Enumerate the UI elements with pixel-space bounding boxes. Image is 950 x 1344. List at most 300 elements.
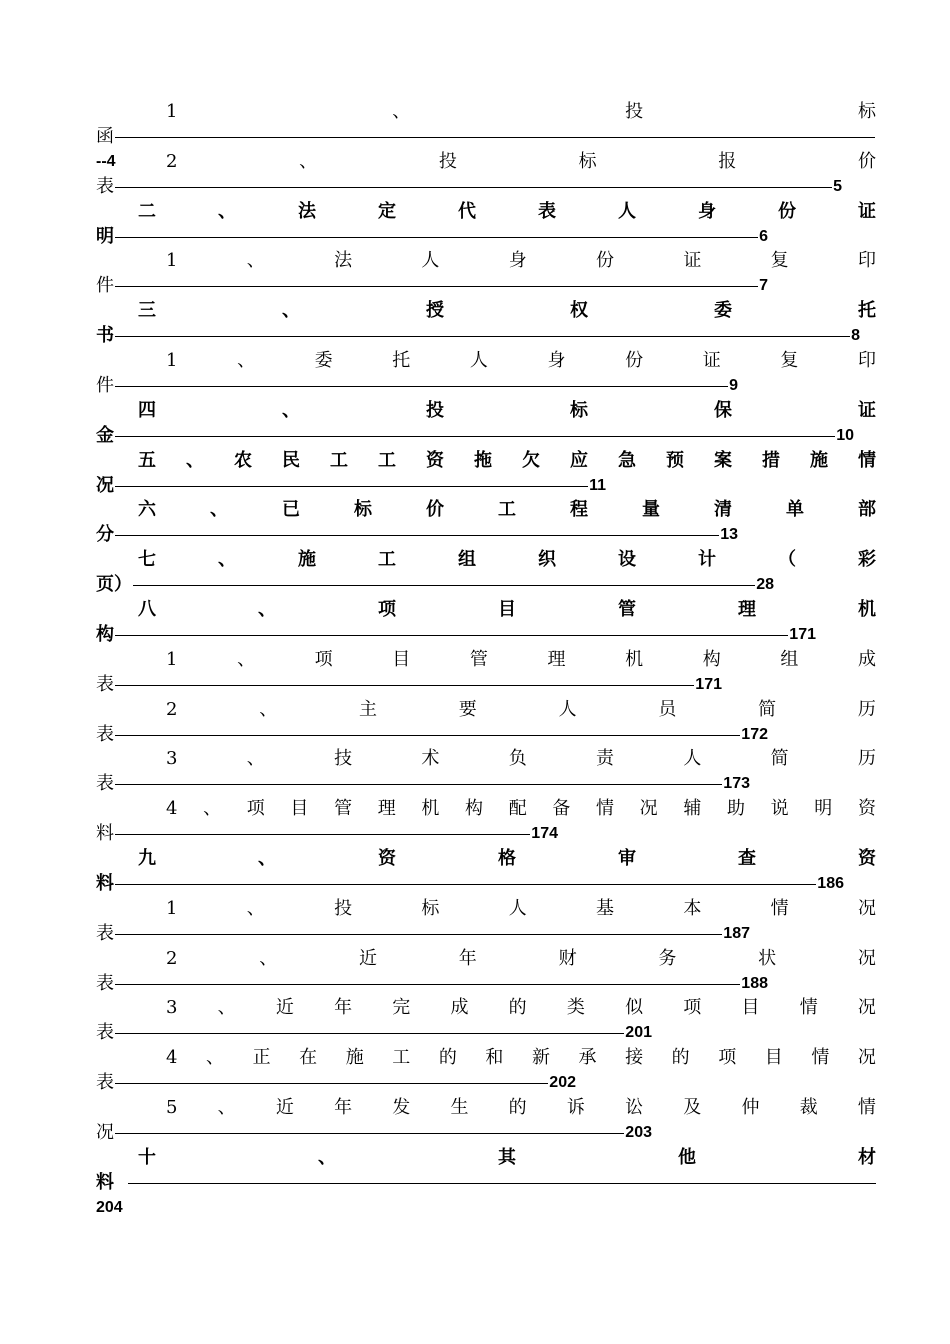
toc-entry-leader-line: [96, 1021, 876, 1045]
toc-entry-title: [96, 747, 876, 771]
toc-title-char: 1: [166, 101, 178, 122]
toc-title-char: 发: [392, 1097, 411, 1118]
toc-dot-leader: [115, 984, 740, 985]
toc-title-char: 、: [299, 151, 318, 172]
toc-title-char: 况: [857, 997, 876, 1018]
toc-title-char: 价: [426, 499, 444, 520]
toc-page-number: 188: [741, 975, 768, 992]
toc-title-char: 他: [678, 1147, 696, 1168]
toc-title-char: 、: [237, 350, 256, 371]
toc-title-char: 标: [578, 151, 597, 172]
toc-dot-leader: [115, 884, 816, 885]
toc-title-char: 法: [334, 250, 353, 271]
toc-title-char: 人: [618, 201, 636, 222]
toc-entry-leader-line: [96, 872, 876, 896]
toc-dot-leader: [115, 934, 722, 935]
toc-title-char: 成: [857, 649, 876, 670]
toc-page-number: 8: [851, 327, 860, 344]
toc-title-char: 程: [570, 499, 588, 520]
toc-title-tail: 表: [96, 724, 114, 745]
toc-dot-leader: [115, 336, 850, 337]
toc-title-char: 应: [570, 450, 588, 471]
toc-title-char: 人: [508, 898, 527, 919]
toc-title-char: 理: [738, 599, 756, 620]
toc-entry-title: [96, 1096, 876, 1120]
toc-entry-leader-line: [96, 474, 876, 498]
toc-entry-title: [96, 1046, 876, 1070]
toc-title-char: 设: [618, 549, 636, 570]
toc-dot-leader: [115, 635, 788, 636]
toc-title-char: 投: [334, 898, 353, 919]
toc-title-char: 民: [282, 450, 300, 471]
toc-dot-leader: [115, 486, 588, 487]
toc-title-char: 案: [714, 450, 732, 471]
toc-title-char: 的: [438, 1047, 457, 1068]
toc-title-char: 负: [508, 748, 527, 769]
toc-title-char: 八: [138, 599, 156, 620]
toc-title-char: 工: [378, 549, 396, 570]
toc-title-char: 身: [547, 350, 566, 371]
toc-dot-leader: [115, 137, 875, 138]
toc-title-char: 况: [857, 1047, 876, 1068]
toc-title-tail: 表: [96, 923, 114, 944]
toc-title-char: 七: [138, 549, 156, 570]
toc-title-char: 简: [758, 699, 777, 720]
toc-title-char: 、: [186, 450, 204, 471]
toc-title-char: 证: [702, 350, 721, 371]
toc-title-char: 查: [738, 848, 756, 869]
toc-title-char: 2: [166, 699, 178, 720]
toc-title-char: 组: [780, 649, 799, 670]
toc-title-char: 资: [426, 450, 444, 471]
toc-title-char: 管: [618, 599, 636, 620]
toc-title-char: 代: [458, 201, 476, 222]
toc-title-char: 正: [252, 1047, 271, 1068]
toc-title-char: 彩: [858, 549, 876, 570]
toc-title-char: 近: [275, 1097, 294, 1118]
toc-title-char: 、: [218, 549, 236, 570]
toc-title-char: 格: [498, 848, 516, 869]
toc-title-char: 年: [334, 1097, 353, 1118]
toc-title-char: 保: [714, 400, 732, 421]
toc-entry-title: [96, 249, 876, 273]
toc-title-char: 历: [857, 748, 876, 769]
toc-entry-title: [96, 598, 876, 622]
toc-title-char: 况: [639, 798, 658, 819]
toc-page-number: 202: [549, 1074, 576, 1091]
toc-entry-leader-line: [96, 623, 876, 647]
toc-title-char: 、: [237, 649, 256, 670]
toc-title-char: 十: [138, 1147, 156, 1168]
toc-page-number: 186: [817, 875, 844, 892]
toc-entry-leader-line: [96, 673, 876, 697]
toc-title-char: 、: [282, 400, 300, 421]
toc-dot-leader: [133, 585, 755, 586]
toc-title-char: 、: [246, 250, 265, 271]
toc-entry-leader-line: [96, 324, 876, 348]
toc-title-char: 要: [458, 699, 477, 720]
toc-title-char: 托: [392, 350, 411, 371]
toc-entry-title: [96, 847, 876, 871]
toc-title-char: 人: [469, 350, 488, 371]
toc-title-char: 身: [698, 201, 716, 222]
toc-title-char: 目: [290, 798, 309, 819]
toc-title-char: 3: [166, 748, 178, 769]
toc-title-char: 况: [857, 948, 876, 969]
toc-dot-leader: [115, 1083, 548, 1084]
toc-dot-leader: [115, 834, 530, 835]
toc-title-char: 在: [299, 1047, 318, 1068]
toc-page-number: 172: [741, 726, 768, 743]
toc-title-char: 、: [246, 748, 265, 769]
toc-title-char: 审: [618, 848, 636, 869]
toc-title-char: 简: [770, 748, 789, 769]
toc-entry-title: [96, 548, 876, 572]
toc-page-number: 9: [729, 377, 738, 394]
toc-dot-leader: [115, 237, 758, 238]
toc-title-char: 生: [450, 1097, 469, 1118]
toc-title-char: （: [778, 549, 796, 570]
toc-title-char: 三: [138, 300, 156, 321]
toc-title-char: 员: [658, 699, 677, 720]
toc-title-char: 及: [683, 1097, 702, 1118]
toc-title-char: 近: [359, 948, 378, 969]
toc-title-char: 、: [246, 898, 265, 919]
toc-title-tail: 金: [96, 425, 114, 446]
toc-title-char: 、: [258, 848, 276, 869]
toc-title-char: 拖: [474, 450, 492, 471]
toc-title-char: 证: [858, 201, 876, 222]
toc-entry-title: [96, 100, 876, 124]
toc-title-char: 年: [334, 997, 353, 1018]
toc-title-char: 法: [298, 201, 316, 222]
toc-title-char: 计: [698, 549, 716, 570]
toc-entry-title: [96, 200, 876, 224]
toc-title-char: 六: [138, 499, 156, 520]
toc-title-char: 情: [770, 898, 789, 919]
toc-title-char: 托: [858, 300, 876, 321]
toc-title-char: 2: [166, 151, 178, 172]
toc-title-char: 印: [857, 350, 876, 371]
toc-title-tail: 构: [96, 624, 114, 645]
toc-title-char: 四: [138, 400, 156, 421]
toc-dot-leader: [115, 1033, 624, 1034]
toc-title-tail: 明: [96, 226, 114, 247]
toc-title-char: 标: [570, 400, 588, 421]
toc-title-char: 责: [596, 748, 615, 769]
toc-title-char: 况: [857, 898, 876, 919]
toc-title-char: 九: [138, 848, 156, 869]
toc-title-char: 配: [508, 798, 527, 819]
toc-dot-leader: [115, 386, 728, 387]
toc-entry-leader-line: [96, 972, 876, 996]
toc-title-char: 1: [166, 649, 178, 670]
toc-title-tail: 表: [96, 1072, 114, 1093]
toc-title-tail: 分: [96, 524, 114, 545]
toc-title-char: 辅: [683, 798, 702, 819]
toc-entry-title: [96, 698, 876, 722]
toc-title-char: 已: [282, 499, 300, 520]
toc-title-char: 诉: [566, 1097, 585, 1118]
toc-title-char: 历: [857, 699, 876, 720]
toc-title-char: 份: [596, 250, 615, 271]
toc-dot-leader: [115, 286, 758, 287]
toc-entry-leader-line: [96, 225, 876, 249]
toc-page-number: 28: [756, 576, 774, 593]
toc-title-char: 农: [234, 450, 252, 471]
toc-title-char: 的: [671, 1047, 690, 1068]
toc-title-tail: 况: [96, 475, 114, 496]
toc-entry-title: [96, 996, 876, 1020]
toc-title-char: 似: [625, 997, 644, 1018]
toc-title-char: 构: [465, 798, 484, 819]
toc-title-char: 急: [618, 450, 636, 471]
toc-title-char: 机: [625, 649, 644, 670]
toc-entry-title: [96, 399, 876, 423]
toc-title-char: 、: [217, 1097, 236, 1118]
toc-title-char: 证: [683, 250, 702, 271]
toc-page-number: 204: [96, 1199, 123, 1216]
toc-title-char: 接: [625, 1047, 644, 1068]
toc-dot-leader: [115, 735, 740, 736]
toc-title-char: 情: [857, 1097, 876, 1118]
toc-title-char: 的: [508, 1097, 527, 1118]
toc-title-char: 资: [858, 848, 876, 869]
toc-entry-title: [96, 797, 876, 821]
toc-title-char: 工: [378, 450, 396, 471]
toc-title-char: 标: [421, 898, 440, 919]
toc-page-number: --4: [96, 153, 116, 170]
toc-title-char: 工: [392, 1047, 411, 1068]
toc-entry-leader-line: [96, 175, 876, 199]
toc-entry-title: [96, 648, 876, 672]
toc-title-char: 管: [334, 798, 353, 819]
toc-title-char: 复: [770, 250, 789, 271]
toc-title-char: 目: [498, 599, 516, 620]
toc-page-number: 174: [531, 825, 558, 842]
toc-title-char: 备: [552, 798, 571, 819]
toc-title-char: 身: [508, 250, 527, 271]
toc-title-char: 印: [857, 250, 876, 271]
toc-page-number: 13: [720, 526, 738, 543]
toc-title-char: 投: [625, 101, 644, 122]
toc-dot-leader: [115, 436, 835, 437]
toc-entry-title: [96, 1146, 876, 1170]
toc-title-char: 人: [683, 748, 702, 769]
toc-page-number: 171: [789, 626, 816, 643]
toc-title-char: 的: [508, 997, 527, 1018]
toc-title-char: 、: [218, 201, 236, 222]
toc-title-tail: 况: [96, 1122, 114, 1143]
toc-entry-title: [96, 150, 876, 174]
toc-title-char: 单: [786, 499, 804, 520]
toc-title-char: 、: [258, 599, 276, 620]
toc-title-char: 施: [810, 450, 828, 471]
toc-entry-title: [96, 947, 876, 971]
toc-title-char: 投: [438, 151, 457, 172]
toc-title-char: 授: [426, 300, 444, 321]
toc-title-char: 项: [246, 798, 265, 819]
toc-title-tail: 料: [96, 1172, 114, 1193]
toc-title-char: 状: [758, 948, 777, 969]
toc-title-char: 项: [314, 649, 333, 670]
toc-title-char: 、: [318, 1147, 336, 1168]
toc-title-char: 类: [566, 997, 585, 1018]
toc-title-char: 工: [330, 450, 348, 471]
toc-title-char: 完: [392, 997, 411, 1018]
toc-page-number: 7: [759, 277, 768, 294]
toc-title-char: 1: [166, 898, 178, 919]
toc-dot-leader: [115, 187, 832, 188]
toc-title-char: 、: [210, 499, 228, 520]
toc-page-number: 11: [589, 477, 606, 494]
toc-entry-leader-line: [96, 424, 876, 448]
toc-title-char: 表: [538, 201, 556, 222]
toc-title-char: 理: [547, 649, 566, 670]
toc-entry-title: [96, 498, 876, 522]
toc-entry-title: [96, 299, 876, 323]
toc-title-char: 管: [469, 649, 488, 670]
toc-entry-leader-line: [96, 374, 876, 398]
toc-title-char: 术: [421, 748, 440, 769]
toc-title-char: 织: [538, 549, 556, 570]
toc-dot-leader: [128, 1183, 876, 1184]
toc-title-char: 仲: [741, 1097, 760, 1118]
toc-title-tail: 页）: [96, 574, 132, 595]
toc-page-number: 10: [836, 427, 854, 444]
toc-title-char: 投: [426, 400, 444, 421]
toc-title-char: 量: [642, 499, 660, 520]
toc-title-tail: 函: [96, 126, 114, 147]
toc-page-number: 203: [625, 1124, 652, 1141]
toc-title-char: 材: [858, 1147, 876, 1168]
toc-title-char: 情: [811, 1047, 830, 1068]
toc-title-char: 机: [421, 798, 440, 819]
toc-dot-leader: [115, 784, 722, 785]
toc-title-tail: 表: [96, 176, 114, 197]
toc-dot-leader: [115, 535, 719, 536]
toc-title-char: 和: [485, 1047, 504, 1068]
toc-title-char: 、: [217, 997, 236, 1018]
toc-title-char: 项: [378, 599, 396, 620]
toc-title-char: 措: [762, 450, 780, 471]
toc-title-char: 财: [558, 948, 577, 969]
toc-title-char: 、: [392, 101, 411, 122]
toc-title-char: 、: [206, 1047, 225, 1068]
toc-title-char: 项: [718, 1047, 737, 1068]
toc-title-char: 主: [359, 699, 378, 720]
toc-title-tail: 料: [96, 823, 114, 844]
toc-page-number: 187: [723, 925, 750, 942]
toc-entry-title: [96, 349, 876, 373]
toc-title-char: 讼: [625, 1097, 644, 1118]
toc-title-char: 欠: [522, 450, 540, 471]
toc-title-char: 年: [458, 948, 477, 969]
toc-title-char: 目: [392, 649, 411, 670]
toc-title-char: 定: [378, 201, 396, 222]
toc-title-char: 务: [658, 948, 677, 969]
toc-entry-leader-line: [96, 573, 876, 597]
toc-title-char: 预: [666, 450, 684, 471]
toc-title-char: 、: [259, 699, 278, 720]
toc-entry-leader-line: [96, 274, 876, 298]
toc-title-char: 2: [166, 948, 178, 969]
toc-title-char: 部: [858, 499, 876, 520]
toc-title-tail: 书: [96, 325, 114, 346]
toc-title-char: 5: [166, 1097, 178, 1118]
toc-title-tail: 表: [96, 973, 114, 994]
toc-entry-leader-line: [96, 1071, 876, 1095]
toc-title-char: 施: [345, 1047, 364, 1068]
toc-title-char: 近: [275, 997, 294, 1018]
toc-title-char: 证: [858, 400, 876, 421]
toc-title-tail: 件: [96, 375, 114, 396]
toc-title-char: 理: [377, 798, 396, 819]
toc-title-char: 目: [764, 1047, 783, 1068]
toc-title-char: 4: [166, 798, 178, 819]
toc-page-number: 173: [723, 775, 750, 792]
toc-title-tail: 料: [96, 873, 114, 894]
toc-title-char: 机: [858, 599, 876, 620]
toc-title-char: 委: [314, 350, 333, 371]
toc-entry-leader-line: [96, 822, 876, 846]
toc-title-char: 1: [166, 350, 178, 371]
toc-title-char: 复: [780, 350, 799, 371]
toc-title-char: 份: [778, 201, 796, 222]
toc-title-char: 二: [138, 201, 156, 222]
toc-page-number: 201: [625, 1024, 652, 1041]
toc-title-char: 明: [814, 798, 833, 819]
toc-title-char: 、: [203, 798, 222, 819]
toc-title-char: 基: [596, 898, 615, 919]
toc-title-char: 4: [166, 1047, 178, 1068]
toc-title-char: 情: [858, 450, 876, 471]
toc-title-char: 工: [498, 499, 516, 520]
toc-title-char: 价: [857, 151, 876, 172]
toc-title-char: 助: [726, 798, 745, 819]
toc-title-char: 资: [378, 848, 396, 869]
toc-title-char: 技: [334, 748, 353, 769]
toc-title-char: 3: [166, 997, 178, 1018]
toc-entry-leader-line: [96, 772, 876, 796]
toc-title-char: 说: [770, 798, 789, 819]
toc-title-char: 委: [714, 300, 732, 321]
toc-title-char: 施: [298, 549, 316, 570]
toc-entry-leader-line: [96, 922, 876, 946]
toc-title-char: 1: [166, 250, 178, 271]
toc-title-char: 新: [531, 1047, 550, 1068]
toc-entry-leader-line: [96, 125, 876, 149]
toc-title-tail: 表: [96, 674, 114, 695]
toc-title-char: 权: [570, 300, 588, 321]
toc-title-char: 成: [450, 997, 469, 1018]
toc-title-char: 组: [458, 549, 476, 570]
toc-title-char: 清: [714, 499, 732, 520]
toc-title-char: 人: [558, 699, 577, 720]
toc-title-char: 标: [857, 101, 876, 122]
toc-entry-title: [96, 449, 876, 473]
toc-title-char: 人: [421, 250, 440, 271]
toc-title-char: 标: [354, 499, 372, 520]
toc-title-char: 其: [498, 1147, 516, 1168]
toc-title-char: 裁: [799, 1097, 818, 1118]
toc-title-char: 五: [138, 450, 156, 471]
toc-dot-leader: [115, 1133, 624, 1134]
toc-dot-leader: [115, 685, 694, 686]
toc-title-tail: 表: [96, 773, 114, 794]
toc-page-number: 5: [833, 178, 842, 195]
toc-title-char: 承: [578, 1047, 597, 1068]
